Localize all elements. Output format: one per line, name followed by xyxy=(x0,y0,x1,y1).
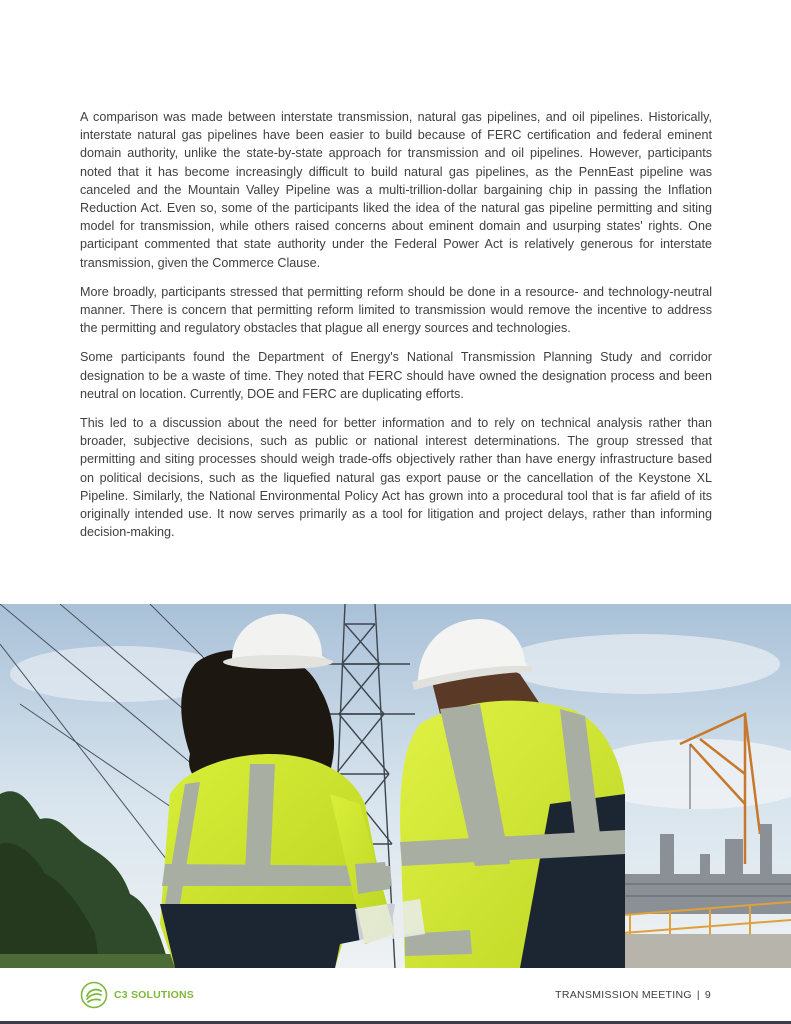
running-footer xyxy=(555,989,711,1001)
page-number: 9 xyxy=(704,989,711,1001)
workers-photo xyxy=(0,604,791,968)
brand-logo xyxy=(80,981,194,1009)
footer-separator: | xyxy=(696,989,700,1001)
paragraph-3: Some participants found the Department of Energy's National Transmission Planning Study and corridor designation to be a waste of time. They noted that FERC should have owned the designation process and been neutral on location. Currently, DOE and FERC are duplicating efforts. xyxy=(80,350,712,401)
paragraph-1: A comparison was made between interstate transmission, natural gas pipelines, and oil pipelines. Historically, interstate natural gas pipelines have been easier to build because of FERC certification and federal eminent domain authority, unlike the state-by-state approach for transmission and oil pipelines. However, participants noted that it has become increasingly difficult to build natural gas pipelines, as the PennEast pipeline was canceled and the Mountain Valley Pipeline was a multi-trillion-dollar bargaining chip in passing the Inflation Reduction Act. Even so, some of the participants liked the idea of the natural gas pipeline permitting and siting model for transmission, while others raised concerns about eminent domain and usurping states' rights. One participant commented that state authority under the Federal Power Act is relatively generous for interstate transmission, given the Commerce Clause. xyxy=(80,110,712,270)
body-text xyxy=(80,108,712,552)
paragraph-4: This led to a discussion about the need for better information and to rely on technical analysis rather than broader, subjective decisions, such as public or national interest determinations. The group stressed that permitting and siting processes should weigh trade-offs objectively rather than have energy infrastructure based on political decisions, such as the liquefied natural gas export pause or the cancellation of the Keystone XL Pipeline. Similarly, the National Environmental Policy Act has grown into a procedural tool that is far afield of its originally intended use. It now serves primarily as a tool for litigation and project delays, rather than informing decision-making. xyxy=(80,416,712,540)
c3-solutions-logo-icon xyxy=(80,981,108,1009)
paragraph-2: More broadly, participants stressed that permitting reform should be done in a resource- and technology-neutral manner. There is concern that permitting reform limited to transmission would remove the incentive to address the permitting and regulatory obstacles that plague all energy sources and technologies. xyxy=(80,284,712,336)
page-footer xyxy=(0,968,791,1024)
brand-name: C3 SOLUTIONS xyxy=(114,989,194,1001)
section-title: TRANSMISSION MEETING xyxy=(555,989,692,1001)
